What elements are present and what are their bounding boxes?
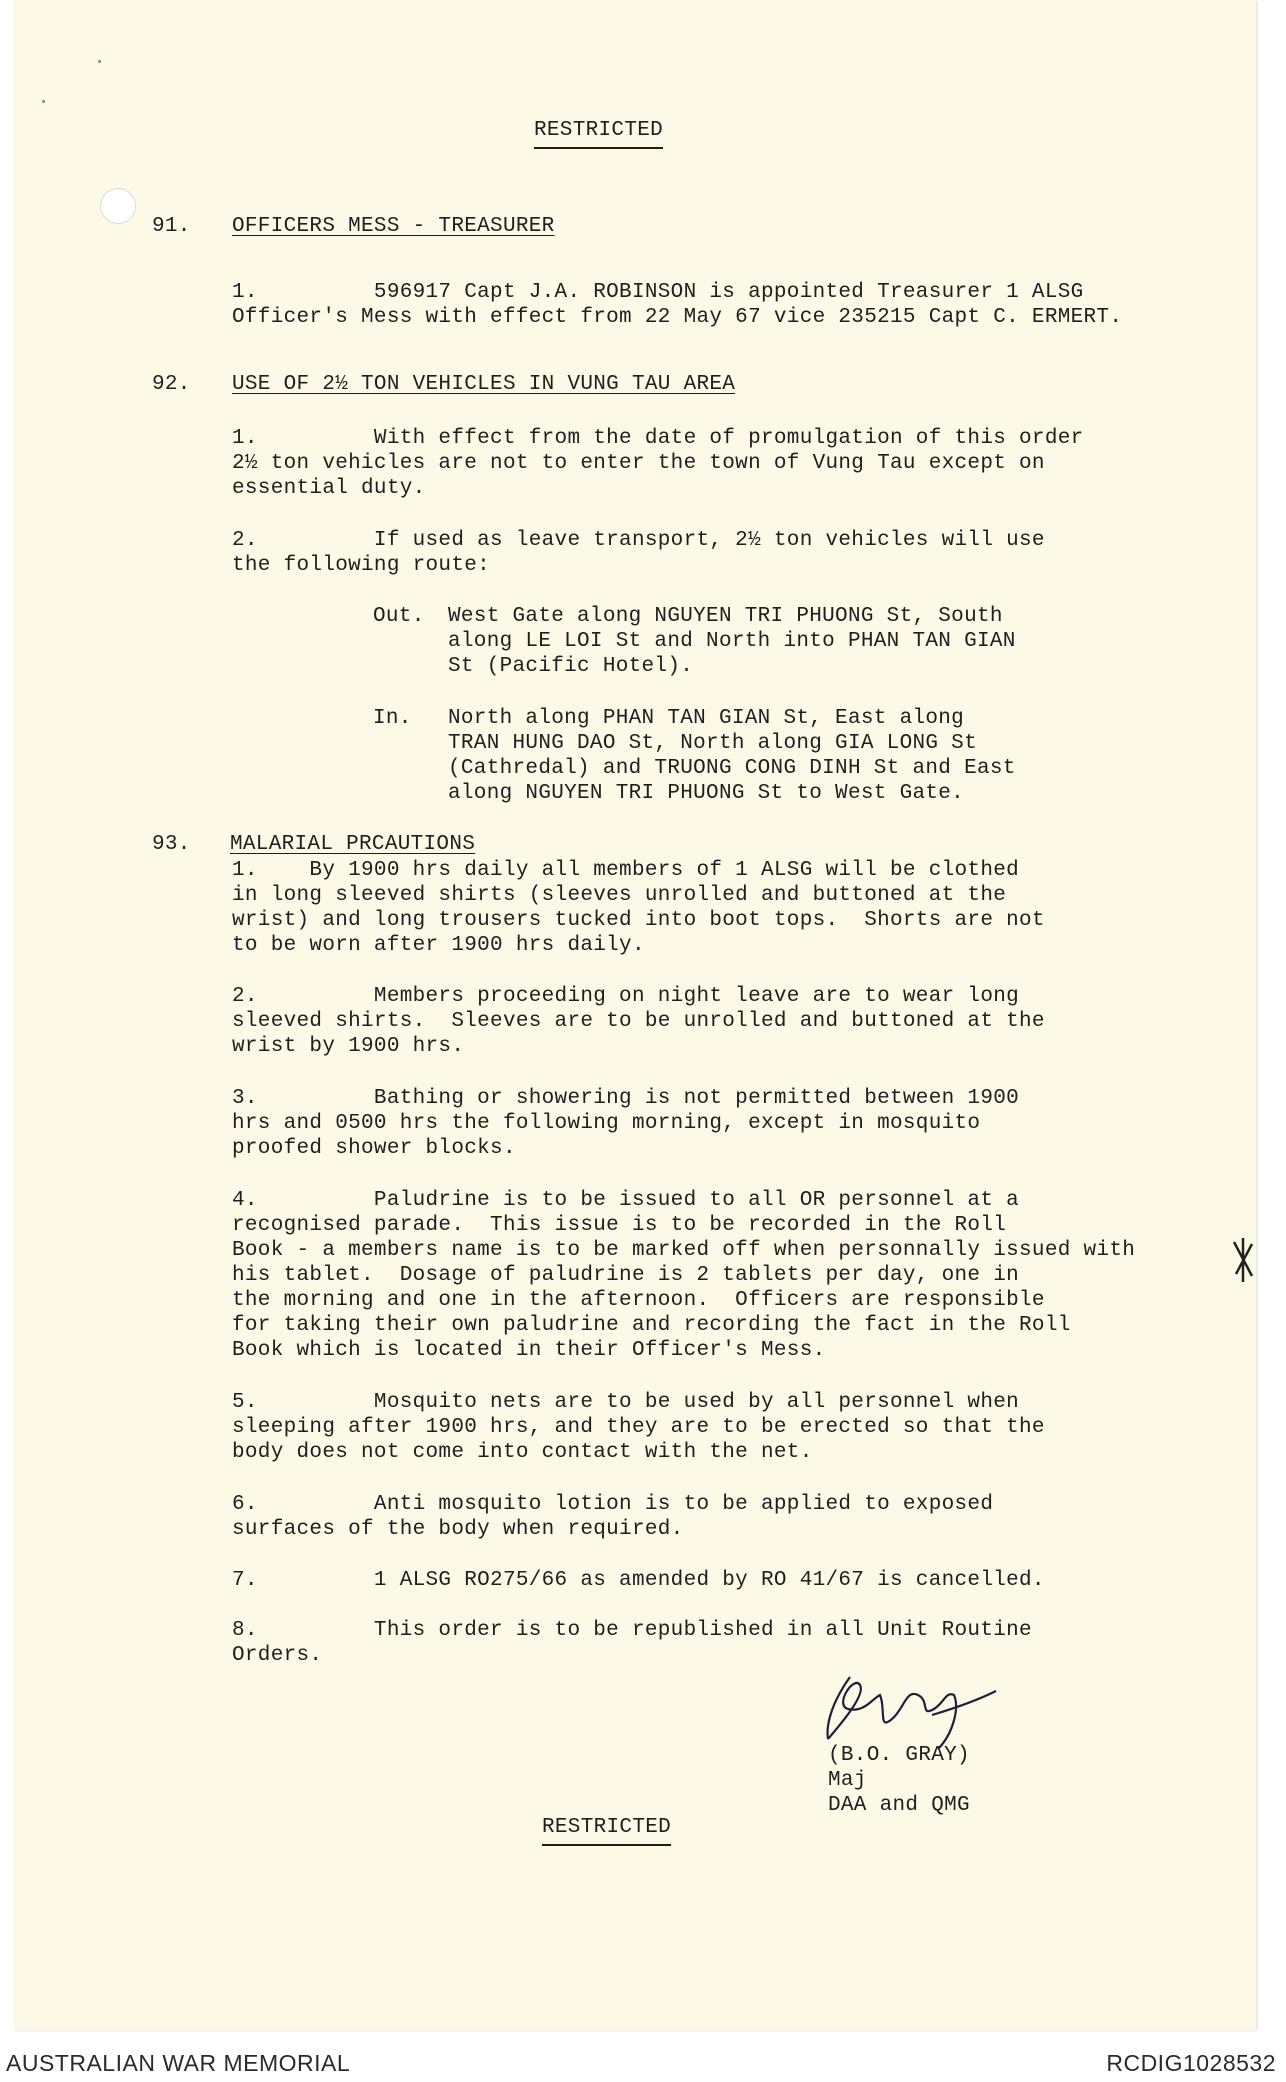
s93-para2-line2: sleeved shirts. Sleeves are to be unrolled and buttoned at the [232,1010,1045,1033]
s93-para8-line1: 8. This order is to be republished in all Unit Routine [232,1619,1032,1642]
s93-para4-line3: Book - a members name is to be marked off when personnally issued with [232,1239,1136,1262]
s93-para3-line2: hrs and 0500 hrs the following morning, except in mosquito [232,1112,981,1135]
archive-credit: AUSTRALIAN WAR MEMORIAL [6,2050,351,2076]
s93-para6-line1: 6. Anti mosquito lotion is to be applied to exposed [232,1493,994,1516]
s92-para1-line1: 1. With effect from the date of promulgation of this order [232,427,1084,450]
section-title-92: USE OF 2½ TON VEHICLES IN VUNG TAU AREA [232,373,736,396]
s93-para7-line1: 7. 1 ALSG RO275/66 as amended by RO 41/67 is cancelled. [232,1569,1045,1592]
route-in-line1: North along PHAN TAN GIAN St, East along [448,707,965,730]
margin-mark-icon [1228,1236,1258,1286]
restricted-footer: RESTRICTED [542,1815,671,1846]
s93-para6-line2: surfaces of the body when required. [232,1518,684,1541]
s93-para1-line1: 1. By 1900 hrs daily all members of 1 ALSG will be clothed [232,859,1020,882]
section-number-93: 93. [152,833,191,856]
s93-para1-line2: in long sleeved shirts (sleeves unrolled and buttoned at the [232,884,1007,907]
section-title-91: OFFICERS MESS - TREASURER [232,215,555,238]
s93-para4-line5: the morning and one in the afternoon. Officers are responsible [232,1289,1045,1312]
route-in-line3: (Cathredal) and TRUONG CONG DINH St and East [448,757,1016,780]
route-in-line2: TRAN HUNG DAO St, North along GIA LONG St [448,732,977,755]
s93-para5-line3: body does not come into contact with the net. [232,1441,813,1464]
s93-para4-line1: 4. Paludrine is to be issued to all OR personnel at a [232,1189,1020,1212]
s93-para4-line4: his tablet. Dosage of paludrine is 2 tablets per day, one in [232,1264,1020,1287]
section-title-93: MALARIAL PRCAUTIONS [230,833,476,856]
section-number-91: 91. [152,215,191,238]
s92-para2-line1: 2. If used as leave transport, 2½ ton vehicles will use [232,529,1045,552]
route-out-label: Out. [373,605,425,628]
s91-para1-line1: 1. 596917 Capt J.A. ROBINSON is appointed Treasurer 1 ALSG [232,281,1084,304]
signature-name: (B.O. GRAY) [828,1744,970,1767]
s93-para3-line1: 3. Bathing or showering is not permitted between 1900 [232,1087,1020,1110]
route-out-line2: along LE LOI St and North into PHAN TAN GIAN [448,630,1016,653]
s93-para2-line1: 2. Members proceeding on night leave are to wear long [232,985,1020,1008]
s93-para1-line4: to be worn after 1900 hrs daily. [232,934,645,957]
s93-para4-line7: Book which is located in their Officer's Mess. [232,1339,826,1362]
s92-para1-line3: essential duty. [232,477,426,500]
s91-para1-line2: Officer's Mess with effect from 22 May 67 vice 235215 Capt C. ERMERT. [232,306,1123,329]
signature-icon [820,1665,1000,1755]
s93-para1-line3: wrist) and long trousers tucked into boot tops. Shorts are not [232,909,1045,932]
paper-speck [98,60,101,63]
paper-speck [42,100,45,103]
s92-para1-line2: 2½ ton vehicles are not to enter the town of Vung Tau except on [232,452,1045,475]
s93-para5-line1: 5. Mosquito nets are to be used by all personnel when [232,1391,1020,1414]
s93-para5-line2: sleeping after 1900 hrs, and they are to be erected so that the [232,1416,1045,1439]
signature-rank: Maj [828,1769,867,1792]
s93-para3-line3: proofed shower blocks. [232,1137,516,1160]
s93-para4-line6: for taking their own paludrine and recording the fact in the Roll [232,1314,1071,1337]
route-out-line1: West Gate along NGUYEN TRI PHUONG St, South [448,605,1003,628]
archive-id: RCDIG1028532 [1106,2050,1276,2076]
route-in-label: In. [373,707,412,730]
s93-para2-line3: wrist by 1900 hrs. [232,1035,465,1058]
s93-para4-line2: recognised parade. This issue is to be recorded in the Roll [232,1214,1007,1237]
route-out-line3: St (Pacific Hotel). [448,655,694,678]
s92-para2-line2: the following route: [232,554,491,577]
route-in-line4: along NGUYEN TRI PHUONG St to West Gate. [448,782,965,805]
s93-para8-line2: Orders. [232,1644,323,1667]
punch-hole [100,188,136,224]
section-number-92: 92. [152,373,191,396]
signature-role: DAA and QMG [828,1794,970,1817]
restricted-header: RESTRICTED [534,118,663,149]
